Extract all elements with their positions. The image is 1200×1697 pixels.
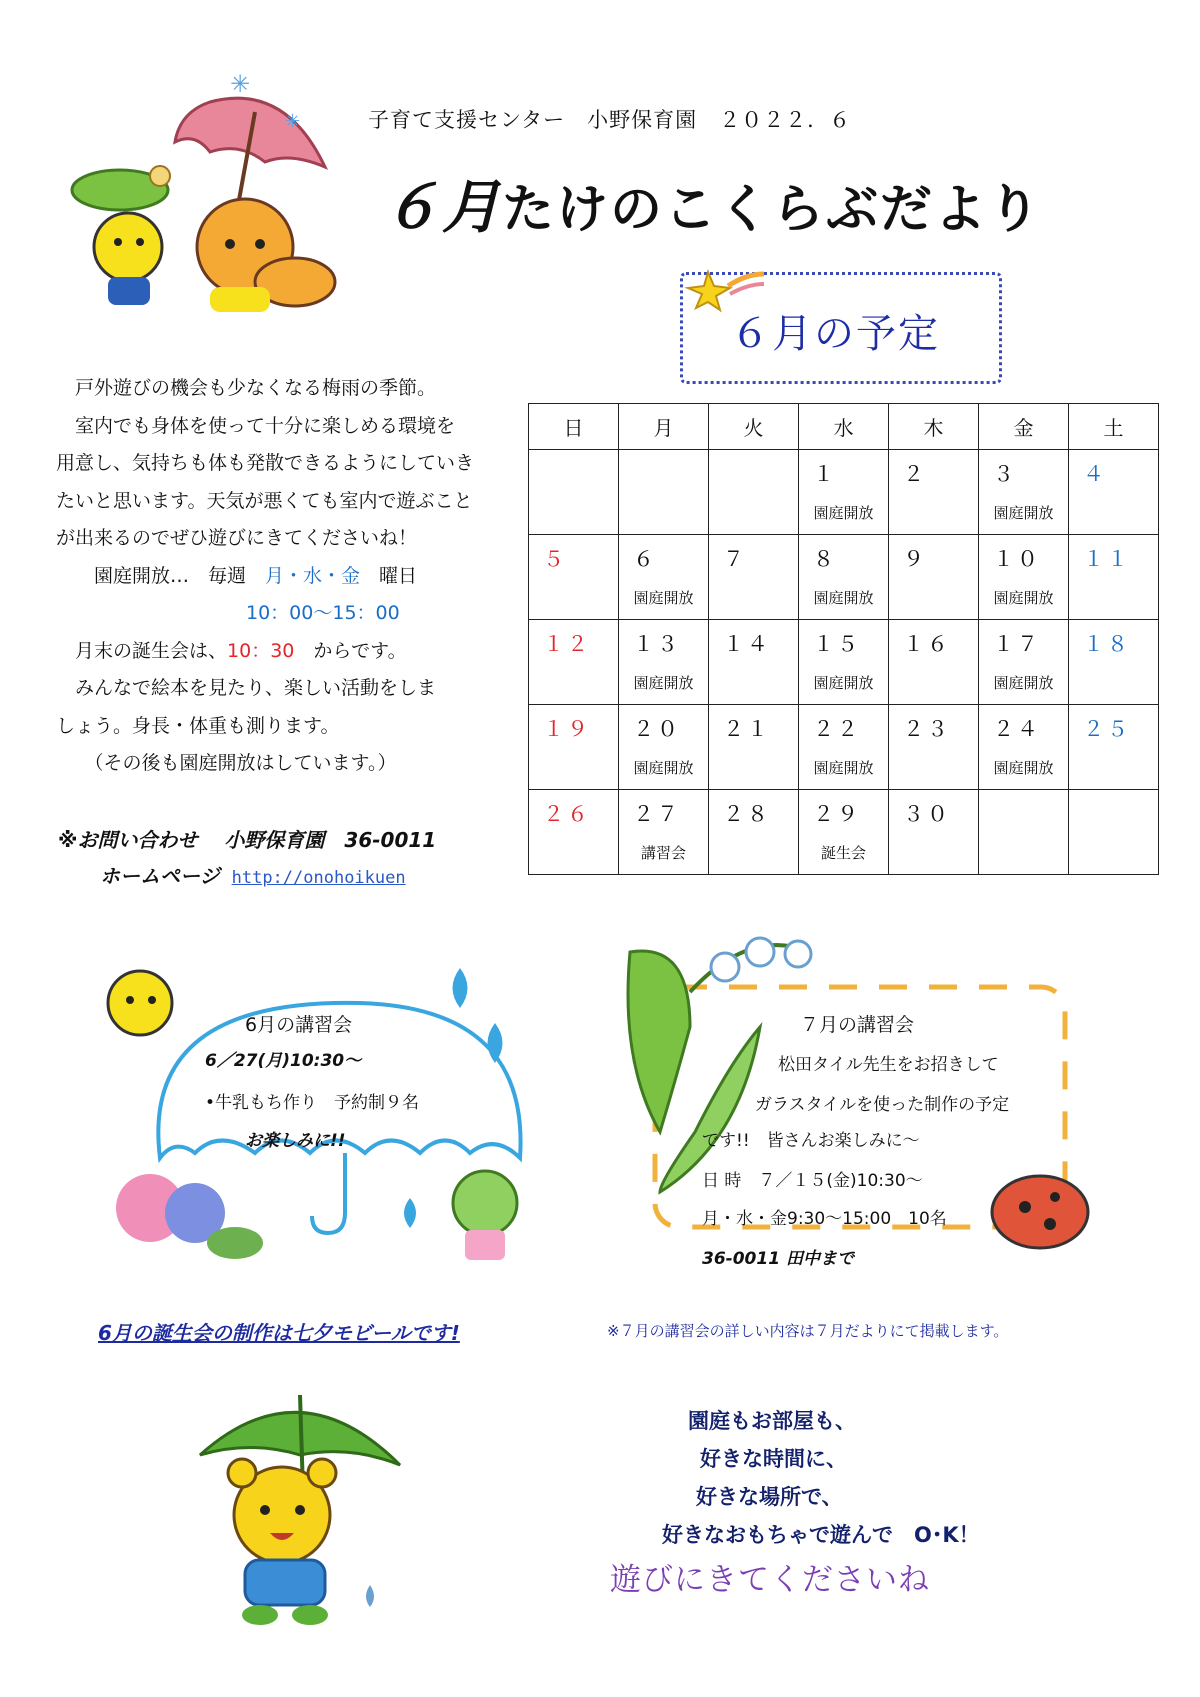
- garden-prefix: 園庭開放… 毎週: [56, 564, 266, 587]
- day-number: ４: [1083, 462, 1107, 486]
- calendar-day-cell: [619, 705, 709, 790]
- day-event-note: 園庭開放: [813, 674, 874, 692]
- title-text: たけのこくらぶだより: [502, 180, 1043, 240]
- day-number: [709, 450, 798, 458]
- july-class-line4: 日 時 ７／１５(金)10:30～: [702, 1171, 923, 1191]
- calendar-day-cell: [979, 450, 1069, 535]
- intro-line: が出来るのでぜひ遊びにきてくださいね！: [56, 527, 418, 549]
- weekday-header: 土: [1069, 404, 1159, 450]
- birthday-line: [56, 633, 518, 671]
- calendar-day-cell: [619, 535, 709, 620]
- july-class-line3: です!! 皆さんお楽しみに～: [702, 1131, 920, 1151]
- title-month: ６月: [382, 173, 503, 241]
- day-number: ３: [993, 462, 1017, 486]
- squirrel-umbrella-illustration: [60, 72, 360, 322]
- calendar-day-cell: [889, 620, 979, 705]
- weekday-header: 木: [889, 404, 979, 450]
- day-number: １６: [903, 632, 951, 656]
- calendar-day-cell: [979, 535, 1069, 620]
- day-number: [1069, 790, 1158, 798]
- calendar-day-cell: [799, 535, 889, 620]
- day-number: ２６: [543, 802, 591, 826]
- calendar-day-cell: [799, 620, 889, 705]
- day-number: ２３: [903, 717, 951, 741]
- day-event-note: 園庭開放: [993, 504, 1054, 522]
- birthday-time: 10：30: [227, 639, 295, 662]
- homepage-line: [100, 860, 406, 889]
- intro-text: [56, 370, 518, 783]
- day-event-note: 誕生会: [820, 844, 866, 862]
- june-class-closing: お楽しみに!!: [245, 1131, 346, 1151]
- day-number: １２: [543, 632, 591, 656]
- weekday-header: 水: [799, 404, 889, 450]
- weekday-header: 月: [619, 404, 709, 450]
- day-number: ８: [813, 547, 837, 571]
- calendar-day-cell: [709, 535, 799, 620]
- calendar-day-cell: [889, 790, 979, 875]
- july-detail-note: ※７月の講習会の詳しい内容は７月だよりにて掲載します。: [607, 1322, 1009, 1340]
- garden-time: 10：00～15：00: [246, 602, 400, 624]
- calendar-day-cell: [529, 790, 619, 875]
- calendar-body: [529, 450, 1159, 875]
- free-play-line: 園庭もお部屋も、: [688, 1409, 856, 1433]
- svg-text:✳: ✳: [285, 111, 301, 132]
- day-event-note: 園庭開放: [633, 589, 694, 607]
- calendar-day-cell: [709, 620, 799, 705]
- day-number: ２２: [813, 717, 861, 741]
- day-event-note: 園庭開放: [813, 589, 874, 607]
- birthday-suffix: からです。: [294, 639, 407, 662]
- intro-line: たいと思います。天気が悪くても室内で遊ぶこと: [56, 489, 473, 512]
- day-number: ５: [543, 547, 567, 571]
- calendar-day-cell: [529, 620, 619, 705]
- homepage-label: ホームページ: [100, 864, 220, 888]
- calendar-day-cell: [619, 790, 709, 875]
- calendar-week-row: [529, 705, 1159, 790]
- calendar-week-row: [529, 535, 1159, 620]
- day-number: １０: [993, 547, 1041, 571]
- garden-time-line: [56, 595, 518, 633]
- day-number: １８: [1083, 632, 1131, 656]
- day-number: １３: [633, 632, 681, 656]
- day-event-note: 講習会: [640, 844, 686, 862]
- day-number: ７: [723, 547, 747, 571]
- calendar-day-cell: [799, 705, 889, 790]
- calendar-day-cell: [709, 705, 799, 790]
- birthday-craft-note: 6月の誕生会の制作は七夕モビールです!: [98, 1321, 460, 1345]
- day-number: [979, 790, 1068, 798]
- calendar-day-cell: [619, 620, 709, 705]
- june-class-item: •牛乳もち作り 予約制９名: [205, 1093, 420, 1113]
- calendar-day-cell: [529, 705, 619, 790]
- free-play-line: 好きなおもちゃで遊んで O･K！: [662, 1523, 980, 1547]
- day-number: ２７: [633, 802, 681, 826]
- bear-umbrella-illustration: [190, 1385, 420, 1630]
- garden-days: 月・水・金: [265, 564, 361, 587]
- day-event-note: 園庭開放: [993, 674, 1054, 692]
- calendar-day-cell: [889, 705, 979, 790]
- day-number: [619, 450, 708, 458]
- weekday-header: 金: [979, 404, 1069, 450]
- weekday-header: 火: [709, 404, 799, 450]
- day-number: １９: [543, 717, 591, 741]
- day-event-note: 園庭開放: [993, 759, 1054, 777]
- calendar-day-cell: [709, 790, 799, 875]
- garden-suffix: 曜日: [360, 564, 418, 587]
- calendar-day-cell: [889, 450, 979, 535]
- calendar-day-cell: [799, 450, 889, 535]
- svg-text:✳: ✳: [230, 72, 251, 98]
- intro-line: 室内でも身体を使って十分に楽しめる環境を: [56, 414, 456, 437]
- june-class-date: 6／27(月)10:30～: [205, 1051, 362, 1071]
- july-class-title: ７月の講習会: [800, 1014, 915, 1036]
- garden-open-line: [56, 558, 518, 596]
- day-number: １１: [1083, 547, 1131, 571]
- july-class-line1: 松田タイル先生をお招きして: [778, 1055, 999, 1075]
- day-number: ２８: [723, 802, 771, 826]
- day-number: ２: [903, 462, 927, 486]
- calendar-day-cell: [619, 450, 709, 535]
- day-number: ３０: [903, 802, 951, 826]
- day-number: ２９: [813, 802, 861, 826]
- calendar-day-cell: [1069, 705, 1159, 790]
- homepage-link[interactable]: http://onohoikuen: [231, 868, 406, 888]
- day-number: ２０: [633, 717, 681, 741]
- free-play-line: 好きな場所で、: [696, 1485, 843, 1509]
- calendar-day-cell: [1069, 790, 1159, 875]
- calendar-day-cell: [529, 535, 619, 620]
- schedule-heading: ６月の予定: [730, 311, 940, 357]
- calendar-day-cell: [1069, 620, 1159, 705]
- day-number: ２５: [1083, 717, 1131, 741]
- day-number: １５: [813, 632, 861, 656]
- umbrella-frame-illustration: [100, 958, 540, 1278]
- calendar-day-cell: [709, 450, 799, 535]
- day-number: １７: [993, 632, 1041, 656]
- intro-line: 用意し、気持ちも体も発散できるようにしていき: [56, 452, 475, 474]
- day-number: ２１: [723, 717, 771, 741]
- calendar-day-cell: [799, 790, 889, 875]
- weekday-header: 日: [529, 404, 619, 450]
- day-event-note: 園庭開放: [813, 504, 874, 522]
- day-number: １４: [723, 632, 771, 656]
- day-number: １: [813, 462, 837, 486]
- calendar-day-cell: [979, 790, 1069, 875]
- day-event-note: 園庭開放: [813, 759, 874, 777]
- day-number: ６: [633, 547, 657, 571]
- day-number: [529, 450, 618, 458]
- contact-line: ※お問い合わせ 小野保育園 36-0011: [58, 828, 437, 852]
- june-calendar: [528, 403, 1159, 875]
- birthday-prefix: 月末の誕生会は、: [56, 639, 228, 662]
- day-event-note: 園庭開放: [993, 589, 1054, 607]
- calendar-week-row: [529, 790, 1159, 875]
- intro-line: 戸外遊びの機会も少なくなる梅雨の季節。: [56, 377, 437, 399]
- calendar-week-row: [529, 620, 1159, 705]
- july-class-line5: 月・水・金9:30～15:00 10名: [702, 1209, 947, 1229]
- free-play-line: 好きな時間に、: [700, 1447, 847, 1471]
- day-event-note: 園庭開放: [633, 759, 694, 777]
- page-title: [382, 160, 1042, 244]
- day-number: ２４: [993, 717, 1041, 741]
- day-number: ９: [903, 547, 927, 571]
- org-header: 子育て支援センター 小野保育園 ２０２２．６: [368, 108, 852, 132]
- day-event-note: 園庭開放: [633, 674, 694, 692]
- intro-line: しょう。身長・体重も測ります。: [56, 714, 340, 737]
- calendar-day-cell: [529, 450, 619, 535]
- july-class-line6: 36-0011 田中まで: [702, 1249, 854, 1269]
- june-class-title: 6月の講習会: [245, 1014, 353, 1036]
- intro-line: （その後も園庭開放はしています。）: [56, 752, 397, 774]
- calendar-header-row: [529, 404, 1159, 450]
- calendar-day-cell: [889, 535, 979, 620]
- calendar-day-cell: [1069, 450, 1159, 535]
- calendar-week-row: [529, 450, 1159, 535]
- july-class-line2: ガラスタイルを使った制作の予定: [755, 1095, 1010, 1115]
- calendar-day-cell: [979, 705, 1069, 790]
- calendar-day-cell: [1069, 535, 1159, 620]
- intro-line: みんなで絵本を見たり、楽しい活動をしま: [56, 677, 437, 699]
- calendar-day-cell: [979, 620, 1069, 705]
- closing-message: 遊びにきてくださいね: [610, 1562, 930, 1598]
